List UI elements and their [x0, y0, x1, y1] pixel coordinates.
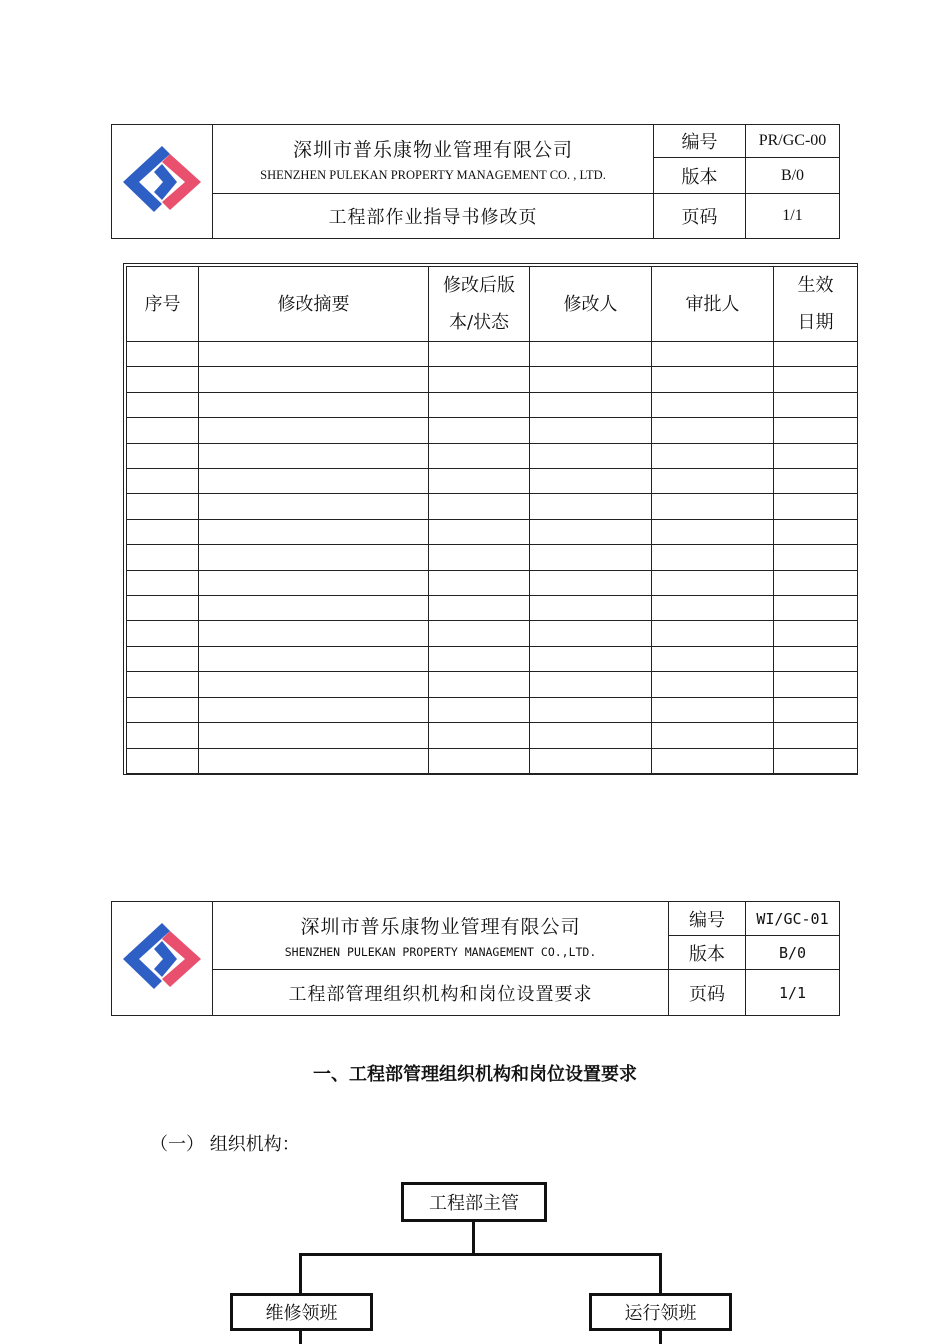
code-label: 编号 [654, 125, 746, 158]
table-cell [530, 570, 652, 595]
table-cell [774, 443, 858, 468]
revision-table-body [127, 342, 858, 774]
table-cell [652, 545, 774, 570]
table-row [127, 469, 858, 494]
table-cell [127, 418, 199, 443]
table-row [127, 367, 858, 392]
table-cell [127, 697, 199, 722]
table-cell [127, 723, 199, 748]
table-cell [429, 443, 530, 468]
table-cell [652, 697, 774, 722]
table-cell [652, 342, 774, 367]
table-cell [127, 596, 199, 621]
table-cell [429, 646, 530, 671]
table-cell [199, 519, 429, 544]
table-cell [199, 418, 429, 443]
table-cell [429, 697, 530, 722]
table-cell [530, 519, 652, 544]
table-cell [199, 494, 429, 519]
subsection-heading: （一） 组织机构： [150, 1134, 300, 1155]
table-row [127, 392, 858, 417]
table-cell [652, 418, 774, 443]
table-cell [652, 494, 774, 519]
table-cell [774, 469, 858, 494]
table-cell [199, 723, 429, 748]
table-row [127, 545, 858, 570]
table-cell [429, 367, 530, 392]
table-row [127, 519, 858, 544]
table-cell [774, 545, 858, 570]
table-cell [530, 723, 652, 748]
table-cell [530, 342, 652, 367]
col-header-modifier: 修改人 [530, 267, 652, 342]
logo-icon [119, 921, 205, 997]
table-cell [652, 672, 774, 697]
table-cell [774, 646, 858, 671]
table-cell [774, 494, 858, 519]
code-value: PR/GC-00 [746, 125, 840, 158]
table-cell [199, 697, 429, 722]
table-row [127, 342, 858, 367]
table-cell [199, 570, 429, 595]
table-cell [127, 748, 199, 774]
table-cell [652, 367, 774, 392]
table-cell [774, 672, 858, 697]
org-node-left: 维修领班 [230, 1293, 373, 1331]
table-cell [429, 748, 530, 774]
table-cell [429, 621, 530, 646]
table-row [127, 672, 858, 697]
table-cell [429, 494, 530, 519]
table-cell [127, 469, 199, 494]
table-cell [127, 367, 199, 392]
version-label: 版本 [654, 158, 746, 194]
revision-table-frame [123, 263, 858, 775]
table-cell [530, 494, 652, 519]
table-cell [127, 392, 199, 417]
table-cell [429, 469, 530, 494]
table-cell [530, 621, 652, 646]
table-cell [199, 367, 429, 392]
table-cell [127, 342, 199, 367]
doc-title: 工程部作业指导书修改页 [213, 194, 654, 239]
table-cell [774, 519, 858, 544]
table-cell [199, 342, 429, 367]
table-row [127, 494, 858, 519]
table-row [127, 443, 858, 468]
table-cell [774, 723, 858, 748]
org-connector [659, 1253, 662, 1294]
table-cell [530, 545, 652, 570]
page-label: 页码 [654, 194, 746, 239]
table-cell [774, 596, 858, 621]
table-cell [429, 392, 530, 417]
company-cn-name: 深圳市普乐康物业管理有限公司 [292, 139, 573, 161]
version-value: B/0 [746, 936, 840, 970]
table-cell [127, 621, 199, 646]
col-header-approver: 审批人 [652, 267, 774, 342]
company-en-name: SHENZHEN PULEKAN PROPERTY MANAGEMENT CO. , LTD. [260, 168, 606, 182]
table-cell [652, 748, 774, 774]
revision-table [126, 266, 858, 774]
org-connector [299, 1253, 662, 1256]
table-cell [774, 392, 858, 417]
col-header-version: 修改后版本/状态 [429, 267, 530, 342]
table-row [127, 621, 858, 646]
org-node-top: 工程部主管 [401, 1182, 547, 1222]
table-cell [774, 621, 858, 646]
table-cell [429, 570, 530, 595]
code-label: 编号 [669, 902, 746, 936]
document-header-2 [111, 901, 840, 1016]
org-connector [299, 1331, 302, 1344]
table-row [127, 418, 858, 443]
table-cell [127, 519, 199, 544]
table-cell [652, 621, 774, 646]
table-cell [429, 418, 530, 443]
table-cell [652, 646, 774, 671]
table-cell [530, 697, 652, 722]
table-cell [199, 545, 429, 570]
code-value: WI/GC-01 [746, 902, 840, 936]
logo-icon [119, 144, 205, 220]
table-cell [774, 418, 858, 443]
col-header-summary: 修改摘要 [199, 267, 429, 342]
table-row [127, 697, 858, 722]
table-cell [199, 392, 429, 417]
page-value: 1/1 [746, 194, 840, 239]
org-connector [659, 1331, 662, 1344]
table-cell [429, 723, 530, 748]
col-header-date: 生效日期 [774, 267, 858, 342]
section-heading: 一、工程部管理组织机构和岗位设置要求 [313, 1064, 637, 1085]
table-cell [429, 519, 530, 544]
table-cell [429, 672, 530, 697]
table-cell [652, 570, 774, 595]
company-cn-name: 深圳市普乐康物业管理有限公司 [300, 916, 581, 938]
table-cell [530, 646, 652, 671]
table-cell [429, 596, 530, 621]
table-cell [199, 443, 429, 468]
org-connector [299, 1253, 302, 1294]
table-cell [652, 443, 774, 468]
company-logo [112, 125, 213, 239]
table-cell [774, 697, 858, 722]
table-cell [530, 672, 652, 697]
org-node-right: 运行领班 [589, 1293, 732, 1331]
table-row [127, 596, 858, 621]
table-cell [530, 748, 652, 774]
company-en-name: SHENZHEN PULEKAN PROPERTY MANAGEMENT CO.,LTD. [284, 945, 597, 959]
table-cell [429, 545, 530, 570]
table-cell [199, 748, 429, 774]
document-header-1 [111, 124, 840, 239]
table-cell [530, 418, 652, 443]
table-cell [774, 570, 858, 595]
table-row [127, 723, 858, 748]
table-cell [652, 723, 774, 748]
table-cell [199, 596, 429, 621]
page-label: 页码 [669, 970, 746, 1016]
table-cell [127, 443, 199, 468]
company-name-cell [213, 125, 654, 194]
table-cell [530, 367, 652, 392]
company-name-cell [213, 902, 669, 970]
table-cell [127, 494, 199, 519]
page-value: 1/1 [746, 970, 840, 1016]
version-value: B/0 [746, 158, 840, 194]
table-cell [199, 469, 429, 494]
table-row [127, 748, 858, 774]
table-cell [530, 469, 652, 494]
table-cell [199, 621, 429, 646]
company-logo [112, 902, 213, 1016]
table-cell [774, 342, 858, 367]
table-cell [127, 646, 199, 671]
table-cell [530, 443, 652, 468]
table-cell [652, 469, 774, 494]
table-cell [530, 596, 652, 621]
table-cell [127, 570, 199, 595]
table-cell [774, 367, 858, 392]
org-connector [472, 1222, 475, 1256]
table-cell [127, 672, 199, 697]
table-cell [530, 392, 652, 417]
table-cell [199, 646, 429, 671]
table-cell [429, 342, 530, 367]
version-label: 版本 [669, 936, 746, 970]
table-cell [652, 519, 774, 544]
table-row [127, 570, 858, 595]
table-cell [774, 748, 858, 774]
doc-title: 工程部管理组织机构和岗位设置要求 [213, 970, 669, 1016]
table-cell [127, 545, 199, 570]
table-cell [652, 596, 774, 621]
table-row [127, 646, 858, 671]
col-header-seq: 序号 [127, 267, 199, 342]
table-cell [652, 392, 774, 417]
table-cell [199, 672, 429, 697]
